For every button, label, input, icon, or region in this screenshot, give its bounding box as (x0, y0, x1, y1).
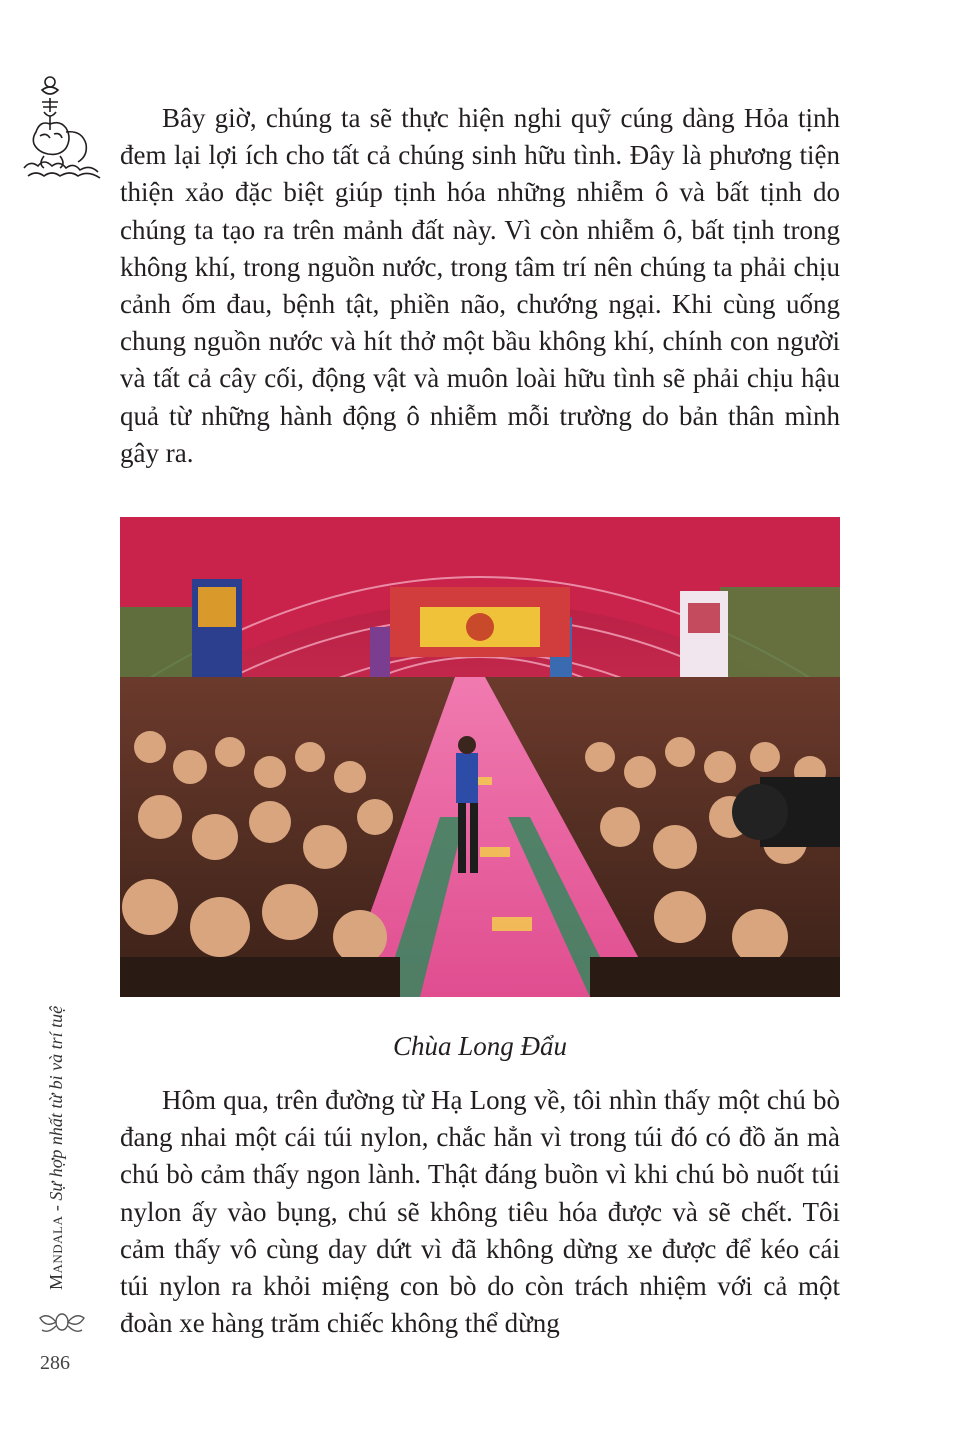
body-paragraph: Bây giờ, chúng ta sẽ thực hiện nghi quỹ cúng dàng Hỏa tịnh đem lại lợi ích cho tất cả chúng sinh hữu tình. Đây là phương tiện thiện xảo đặc biệt giúp tịnh hóa những nhiễm ô và bất tịnh do chúng ta tạo ra trên mảnh đất này. Vì còn nhiễm ô, bất tịnh trong không khí, trong nguồn nước, trong tâm trí nên chúng ta phải chịu cảnh ốm đau, bệnh tật, phiền não, chướng ngại. Khi cùng uống chung nguồn nước và hít thở một bầu không khí, chính con người và tất cả cây cối, động vật và muôn loài hữu tình sẽ phải chịu hậu quả từ những hành động ô nhiễm mỗi trường do bản thân mình gây ra. (120, 103, 840, 468)
book-subtitle: Sự hợp nhất từ bi và trí tuệ (46, 1005, 66, 1201)
lotus-ornament-icon (36, 1308, 88, 1336)
temple-ceremony-photo (120, 517, 840, 997)
body-paragraph: Hôm qua, trên đường từ Hạ Long về, tôi nhìn thấy một chú bò đang nhai một cái túi nylon, chắc hẳn vì trong túi đó có đồ ăn mà chú bò cảm thấy ngon lành. Thật đáng buồn vì khi chú bò nuốt túi nylon ấy vào bụng, chú sẽ không tiêu hóa được và sẽ chết. Tôi cảm thấy vô cùng day dứt vì đã không dừng xe được để kéo cái túi nylon ra khỏi miệng con bò do còn trách nhiệm với cả một đoàn xe hàng trăm chiếc không thể dừng (120, 1085, 840, 1339)
book-brand: Mandala (46, 1215, 66, 1290)
title-separator: - (46, 1200, 66, 1216)
running-title (46, 1006, 67, 1290)
photo-caption: Chùa Long Đẩu (392, 1031, 568, 1061)
vajra-hand-emblem-icon (20, 72, 104, 184)
page-number: 286 (40, 1352, 70, 1374)
